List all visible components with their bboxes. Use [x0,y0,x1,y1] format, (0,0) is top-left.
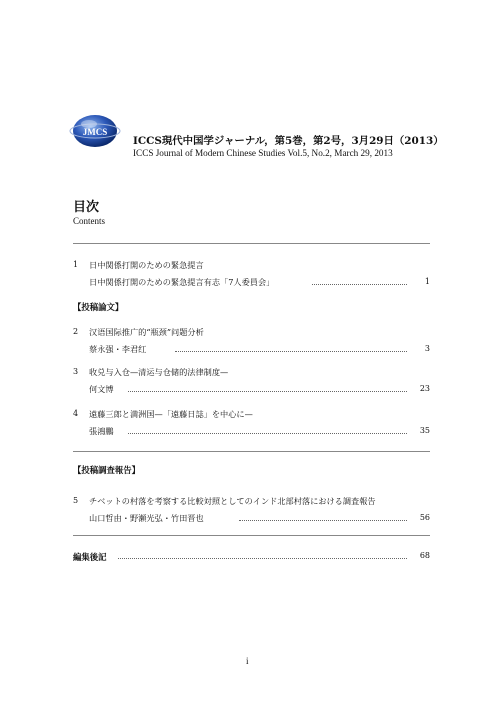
entry-page: 35 [419,426,430,435]
divider [73,451,430,452]
entry-title[interactable]: 收兑与入仓—清运与仓储的法律制度— [89,367,229,377]
leader-dots [118,558,407,559]
entry-number: 4 [73,409,79,418]
entry-author: 張鴻鵬 [89,426,114,436]
entry-page: 23 [419,384,430,393]
journal-title-en: ICCS Journal of Modern Chinese Studies Vol.5, No.2, March 29, 2013 [133,148,393,158]
section-papers: 【投稿論文】 [73,302,124,312]
entry-title[interactable]: チベットの村落を考察する比較対照としてのインド北部村落における調査報告 [89,496,376,506]
entry-number: 5 [73,496,79,505]
editorial-page: 68 [419,551,430,560]
divider [73,535,430,536]
leader-dots [128,433,407,434]
divider [73,243,430,244]
section-reports: 【投稿調査報告】 [73,465,140,475]
entry-author: 日中関係打開のための緊急提言有志「7人委員会」 [89,277,275,287]
entry-title[interactable]: 汉语国际推广的“瓶颈”问题分析 [89,327,204,337]
entry-number: 3 [73,367,79,376]
entry-author: 何文博 [89,384,114,394]
entry-title[interactable]: 遠藤三郎と満洲国—「遠藤日誌」を中心に— [89,409,253,419]
entry-page: 56 [419,513,430,522]
entry-title[interactable]: 日中関係打開のための緊急提言 [89,260,204,270]
toc-subheading: Contents [73,216,106,226]
toc-heading: 目次 [73,200,100,215]
leader-dots [128,391,407,392]
entry-author: 山口哲由・野瀬光弘・竹田晋也 [89,513,204,523]
entry-number: 2 [73,327,79,336]
leader-dots [312,284,407,285]
journal-title-ja: ICCS現代中国学ジャーナル，第5巻，第2号，3月29日（2013） [133,135,444,147]
entry-page: 3 [424,344,430,353]
logo-text: JMCS [82,127,108,137]
entry-author: 蔡永强・李君红 [89,344,147,354]
journal-logo [67,110,123,150]
page-number: i [246,656,249,666]
entry-page: 1 [424,277,430,286]
leader-dots [175,351,407,352]
editorial-label[interactable]: 編集後記 [73,552,107,562]
entry-number: 1 [73,260,79,269]
leader-dots [239,520,407,521]
